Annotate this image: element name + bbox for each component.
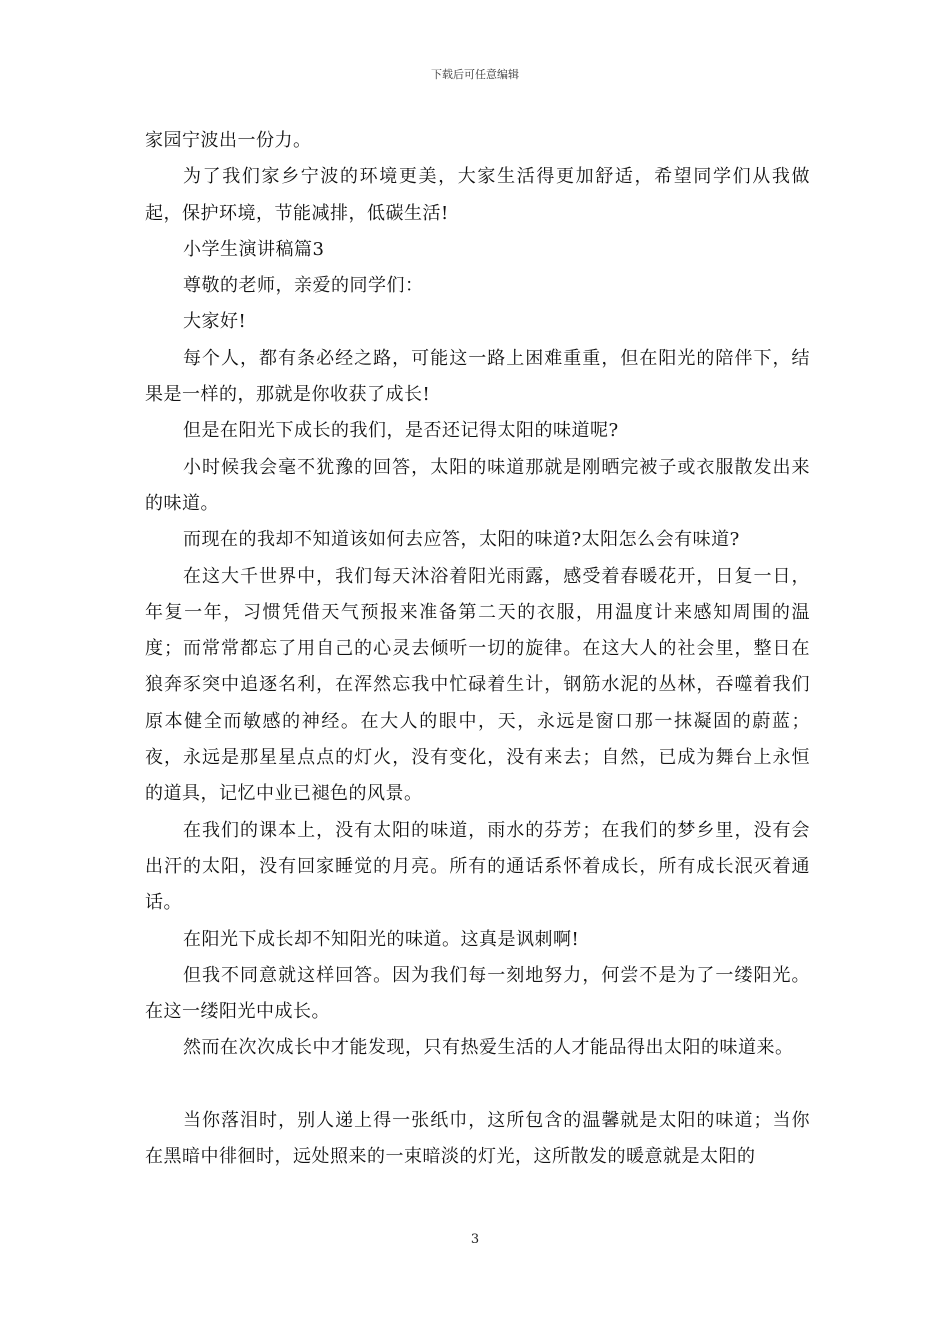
page-header: 下载后可任意编辑 — [431, 68, 519, 81]
paragraph: 而现在的我却不知道该如何去应答，太阳的味道?太阳怎么会有味道? — [183, 529, 740, 551]
paragraph: 然而在次次成长中才能发现，只有热爱生活的人才能品得出太阳的味道来。 — [183, 1037, 794, 1059]
paragraph: 但我不同意就这样回答。因为我们每一刻地努力，何尝不是为了一缕阳光。在这一缕阳光中成长。 — [145, 964, 810, 1023]
paragraph: 当你落泪时，别人递上得一张纸巾，这所包含的温馨就是太阳的味道；当你在黑暗中徘徊时，远处照来的一束暗淡的灯光，这所散发的暖意就是太阳的 — [145, 1109, 810, 1168]
blank-line — [145, 1067, 810, 1103]
paragraph: 小时候我会毫不犹豫的回答，太阳的味道那就是刚晒完被子或衣服散发出来的味道。 — [145, 456, 810, 514]
paragraph: 在我们的课本上，没有太阳的味道，雨水的芬芳；在我们的梦乡里，没有会出汗的太阳，没有回家睡觉的月亮。所有的通话系怀着成长，所有成长泯灭着通话。 — [145, 819, 810, 914]
paragraph: 为了我们家乡宁波的环境更美，大家生活得更加舒适，希望同学们从我做起，保护环境，节能减排，低碳生活! — [145, 166, 810, 224]
greeting: 大家好! — [183, 311, 247, 333]
page-number: 3 — [470, 1232, 480, 1247]
paragraph: 每个人，都有条必经之路，可能这一路上困难重重，但在阳光的陪伴下，结果是一样的，那就是你收获了成长! — [145, 347, 810, 406]
document-body — [145, 123, 810, 1175]
section-heading: 小学生演讲稿篇3 — [183, 238, 325, 260]
paragraph: 在这大千世界中，我们每天沐浴着阳光雨露，感受着春暖花开，日复一日，年复一年，习惯凭借天气预报来准备第二天的衣服，用温度计来感知周围的温度；而常常都忘了用自己的心灵去倾听一切的旋律。在这大人的社会里，整日在狼奔豕突中追逐名利，在浑然忘我中忙碌着生计，钢筋水泥的丛林，吞噬着我们原本健全而敏感的神经。在大人的眼中，天，永远是窗口那一抹凝固的蔚蓝；夜，永远是那星星点点的灯火，没有变化，没有来去；自然，已成为舞台上永恒的道具，记忆中业已褪色的风景。 — [145, 565, 810, 805]
salutation: 尊敬的老师，亲爱的同学们： — [183, 275, 424, 297]
paragraph: 在阳光下成长却不知阳光的味道。这真是讽刺啊! — [183, 928, 580, 950]
paragraph: 家园宁波出一份力。 — [145, 130, 312, 151]
paragraph: 但是在阳光下成长的我们，是否还记得太阳的味道呢? — [183, 420, 619, 442]
